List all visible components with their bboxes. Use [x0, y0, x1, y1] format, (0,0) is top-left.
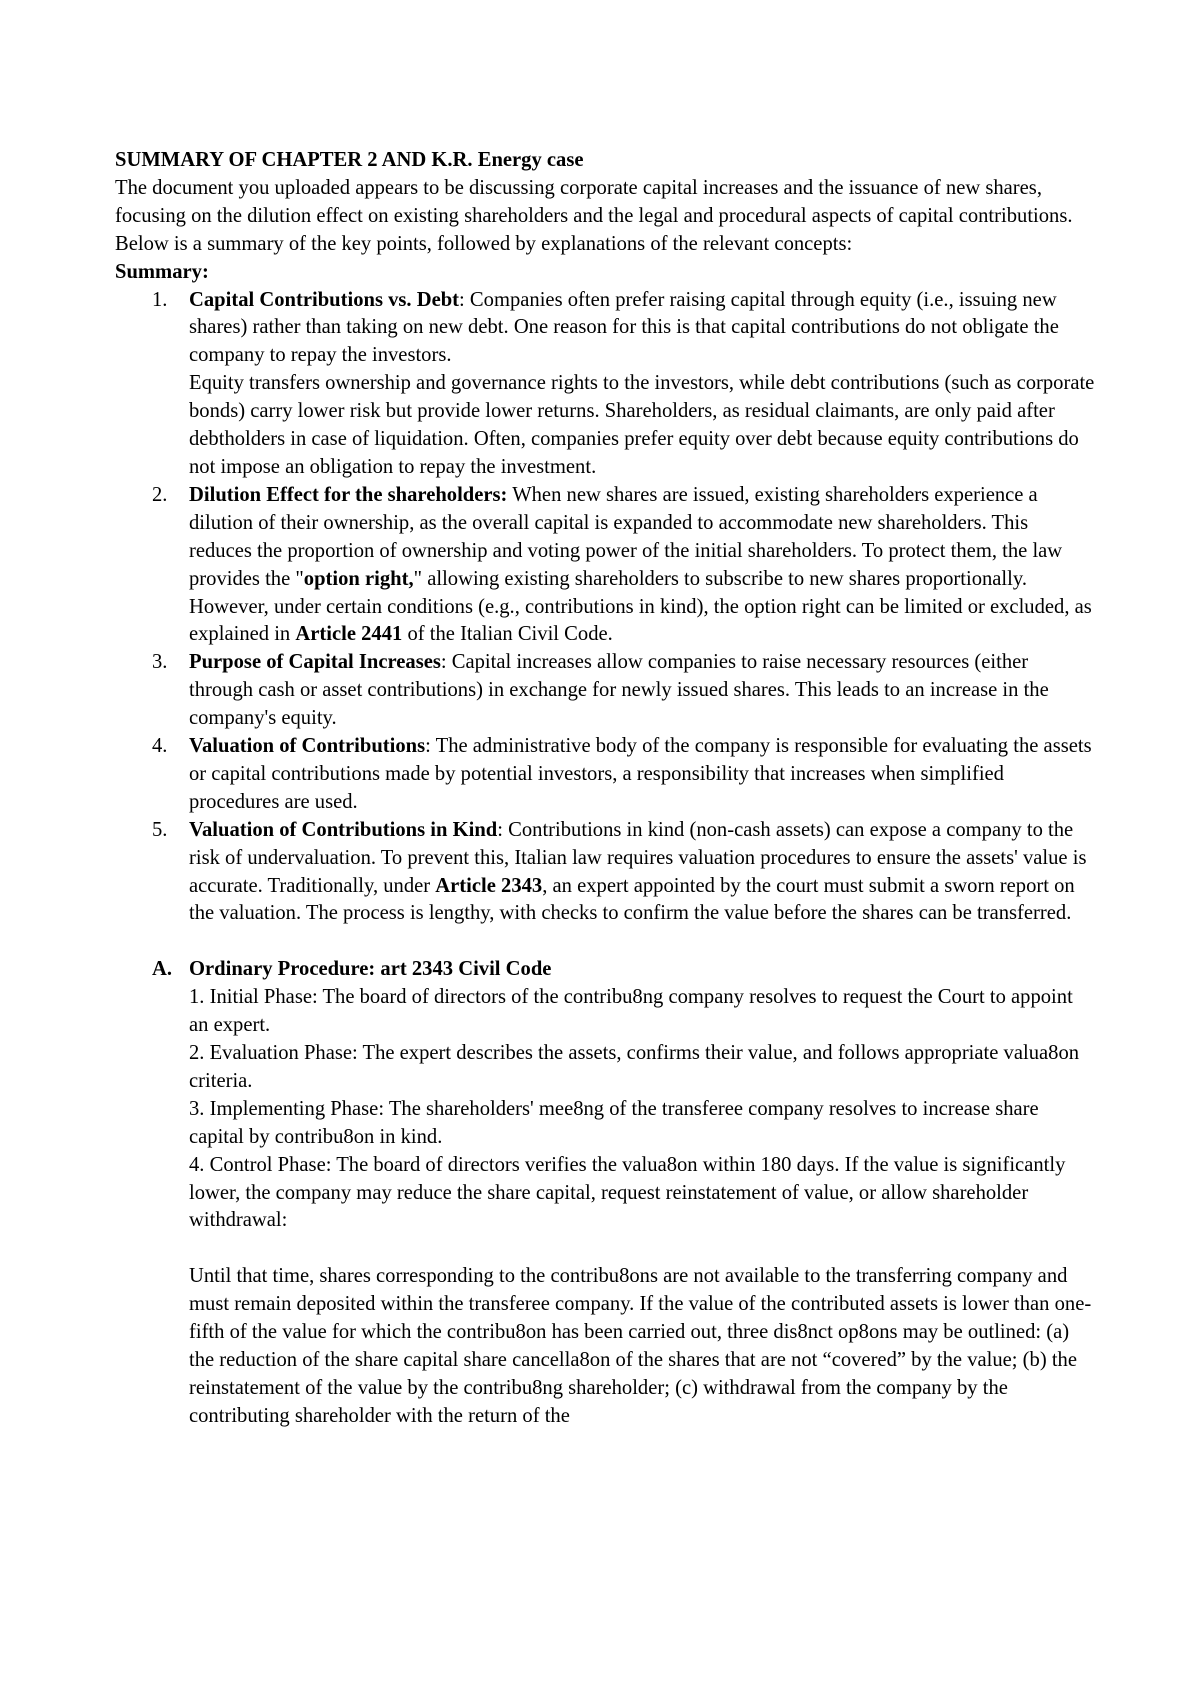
- list-number: 5.: [152, 818, 168, 841]
- item-heading: Valuation of Contributions in Kind: [189, 818, 498, 841]
- list-item: [115, 287, 1095, 482]
- article-reference: Article 2441: [295, 623, 403, 646]
- blank-line: [189, 1235, 1095, 1263]
- blank-line: [115, 928, 1095, 956]
- section-title: Ordinary Procedure: art 2343 Civil Code: [189, 958, 552, 981]
- item-heading: Valuation of Contributions: [189, 735, 426, 758]
- procedure-step: 2. Evaluation Phase: The expert describes the assets, confirms their value, and follows appropriate valua8on criteria.: [189, 1041, 1080, 1092]
- item-text: of the Italian Civil Code.: [402, 623, 613, 646]
- list-item: [115, 649, 1095, 733]
- procedure-step: 4. Control Phase: The board of directors verifies the valua8on within 180 days. If the value is significantly lower, the company may reduce the share capital, request reinstatement of value, or allow shareholder withdrawal:: [189, 1153, 1066, 1232]
- document-body: [115, 147, 1095, 1431]
- list-number: 1.: [152, 288, 168, 311]
- list-item: [115, 733, 1095, 817]
- item-text: : The administrative body of the company is responsible for evaluating the assets or capital contributions made by potential investors, a responsibility that increases when simplified procedures are used.: [189, 735, 1092, 813]
- item-text: When new shares are issued, existing shareholders experience a dilution of their ownership, as the overall capital is expanded to accommodate new shareholders. This reduces the proportion of ownership and voting power of the initial shareholders. To protect them, the law provides the ": [189, 483, 1063, 590]
- procedure-step: 1. Initial Phase: The board of directors of the contribu8ng company resolves to request the Court to appoint an expert.: [189, 986, 1073, 1037]
- section-heading: [115, 956, 1095, 984]
- list-item: [115, 482, 1095, 649]
- list-item: [115, 817, 1095, 929]
- intro-paragraph: The document you uploaded appears to be discussing corporate capital increases and the issuance of new shares, focusing on the dilution effect on existing shareholders and the legal and procedural aspects of capital contributions. Below is a summary of the key points, followed by explanations of the relevant concepts:: [115, 176, 1073, 255]
- item-heading: Capital Contributions vs. Debt: [189, 288, 460, 311]
- item-text: : Contributions in kind (non-cash assets) can expose a company to the risk of undervaluation. To prevent this, Italian law requires valuation procedures to ensure the assets' value is accurate. Traditionally, under: [189, 818, 1087, 897]
- section-letter: A.: [152, 958, 173, 981]
- summary-list: [115, 287, 1095, 929]
- item-heading: Purpose of Capital Increases: [189, 651, 441, 674]
- item-heading: Dilution Effect for the shareholders:: [189, 483, 508, 506]
- item-text: : Capital increases allow companies to raise necessary resources (either through cash or asset contributions) in exchange for newly issued shares. This leads to an increase in the company's equity.: [189, 651, 1049, 730]
- list-number: 4.: [152, 735, 168, 758]
- procedure-steps: [115, 984, 1095, 1430]
- article-reference: Article 2343: [435, 874, 543, 897]
- item-text: , an expert appointed by the court must submit a sworn report on the valuation. The process is lengthy, with checks to confirm the value before the shares can be transferred.: [189, 874, 1075, 925]
- list-number: 2.: [152, 483, 168, 506]
- option-right-term: option right,: [303, 567, 414, 590]
- document-title: SUMMARY OF CHAPTER 2 AND K.R. Energy case: [115, 149, 584, 171]
- item-text: " allowing existing shareholders to subscribe to new shares proportionally. However, under certain conditions (e.g., contributions in kind), the option right can be limited or excluded, as explained in: [189, 567, 1092, 646]
- summary-label: Summary:: [115, 260, 209, 283]
- item-text-continued: Equity transfers ownership and governance rights to the investors, while debt contributions (such as corporate bonds) carry lower risk but provide lower returns. Shareholders, as residual claimants, are only paid after debtholders in case of liquidation. Often, companies prefer equity over debt because equity contributions do not impose an obligation to repay the investment.: [189, 372, 1095, 478]
- procedure-step: 3. Implementing Phase: The shareholders' mee8ng of the transferee company resolves to increase share capital by contribu8on in kind.: [189, 1097, 1039, 1148]
- closing-paragraph: Until that time, shares corresponding to the contribu8ons are not available to the transferring company and must remain deposited within the transferee company. If the value of the contributed assets is lower than one-fifth of the value for which the contribu8on has been carried out, three dis8nct op8ons may be outlined: (a) the reduction of the share capital share cancella8on of the shares that are not “covered” by the value; (b) the reinstatement of the value by the contribu8ng shareholder; (c) withdrawal from the company by the contributing shareholder with the return of the: [189, 1265, 1092, 1427]
- list-number: 3.: [152, 651, 168, 674]
- item-text: : Companies often prefer raising capital through equity (i.e., issuing new shares) rather than taking on new debt. One reason for this is that capital contributions do not obligate the company to repay the investors.: [189, 288, 1059, 367]
